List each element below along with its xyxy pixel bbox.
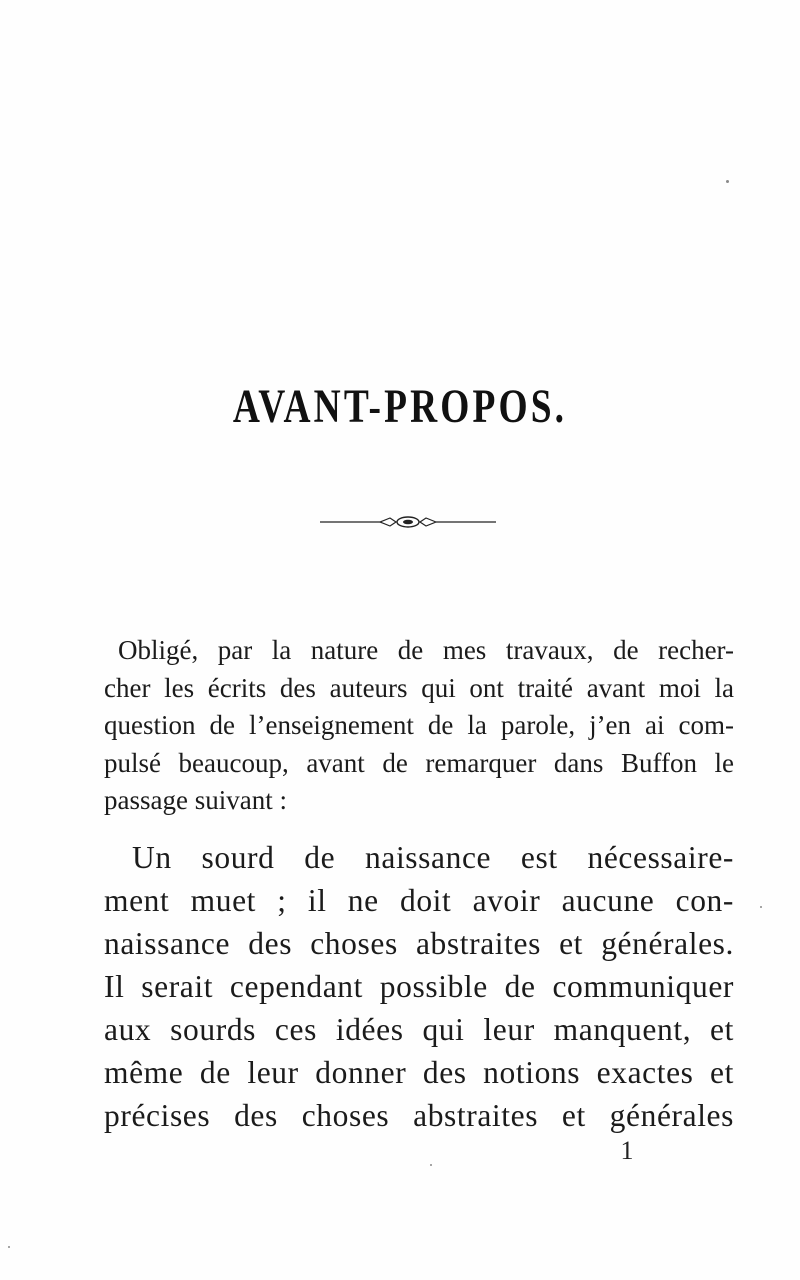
- quotation-paragraph: [104, 836, 734, 1137]
- paper-speck: [430, 1164, 432, 1166]
- paper-speck: [726, 180, 729, 183]
- text-line: ment muet ; il ne doit avoir aucune con-: [104, 883, 734, 918]
- text-line: cher les écrits des auteurs qui ont traité avant moi la: [104, 672, 734, 703]
- intro-paragraph: [104, 632, 734, 820]
- paper-speck: [8, 1246, 10, 1248]
- text-line: aux sourds ces idées qui leur manquent, et: [104, 1012, 734, 1047]
- page-number: 1: [620, 1136, 634, 1165]
- ornamental-rule-icon: [318, 514, 498, 530]
- text-line: passage suivant :: [104, 785, 287, 815]
- paper-speck: [760, 906, 762, 908]
- text-line: pulsé beaucoup, avant de remarquer dans Buffon le: [104, 747, 734, 778]
- text-line: question de l’enseignement de la parole, j’en ai com-: [104, 710, 734, 740]
- text-line: naissance des choses abstraites et générales.: [104, 926, 734, 961]
- text-line: Un sourd de naissance est nécessaire-: [132, 840, 734, 875]
- text-line: même de leur donner des notions exactes et: [104, 1055, 734, 1090]
- text-line: Obligé, par la nature de mes travaux, de recher-: [118, 635, 734, 665]
- chapter-title: AVANT-PROPOS.: [232, 380, 568, 433]
- text-line: Il serait cependant possible de communiquer: [104, 969, 734, 1004]
- text-line: précises des choses abstraites et générales: [104, 1098, 734, 1133]
